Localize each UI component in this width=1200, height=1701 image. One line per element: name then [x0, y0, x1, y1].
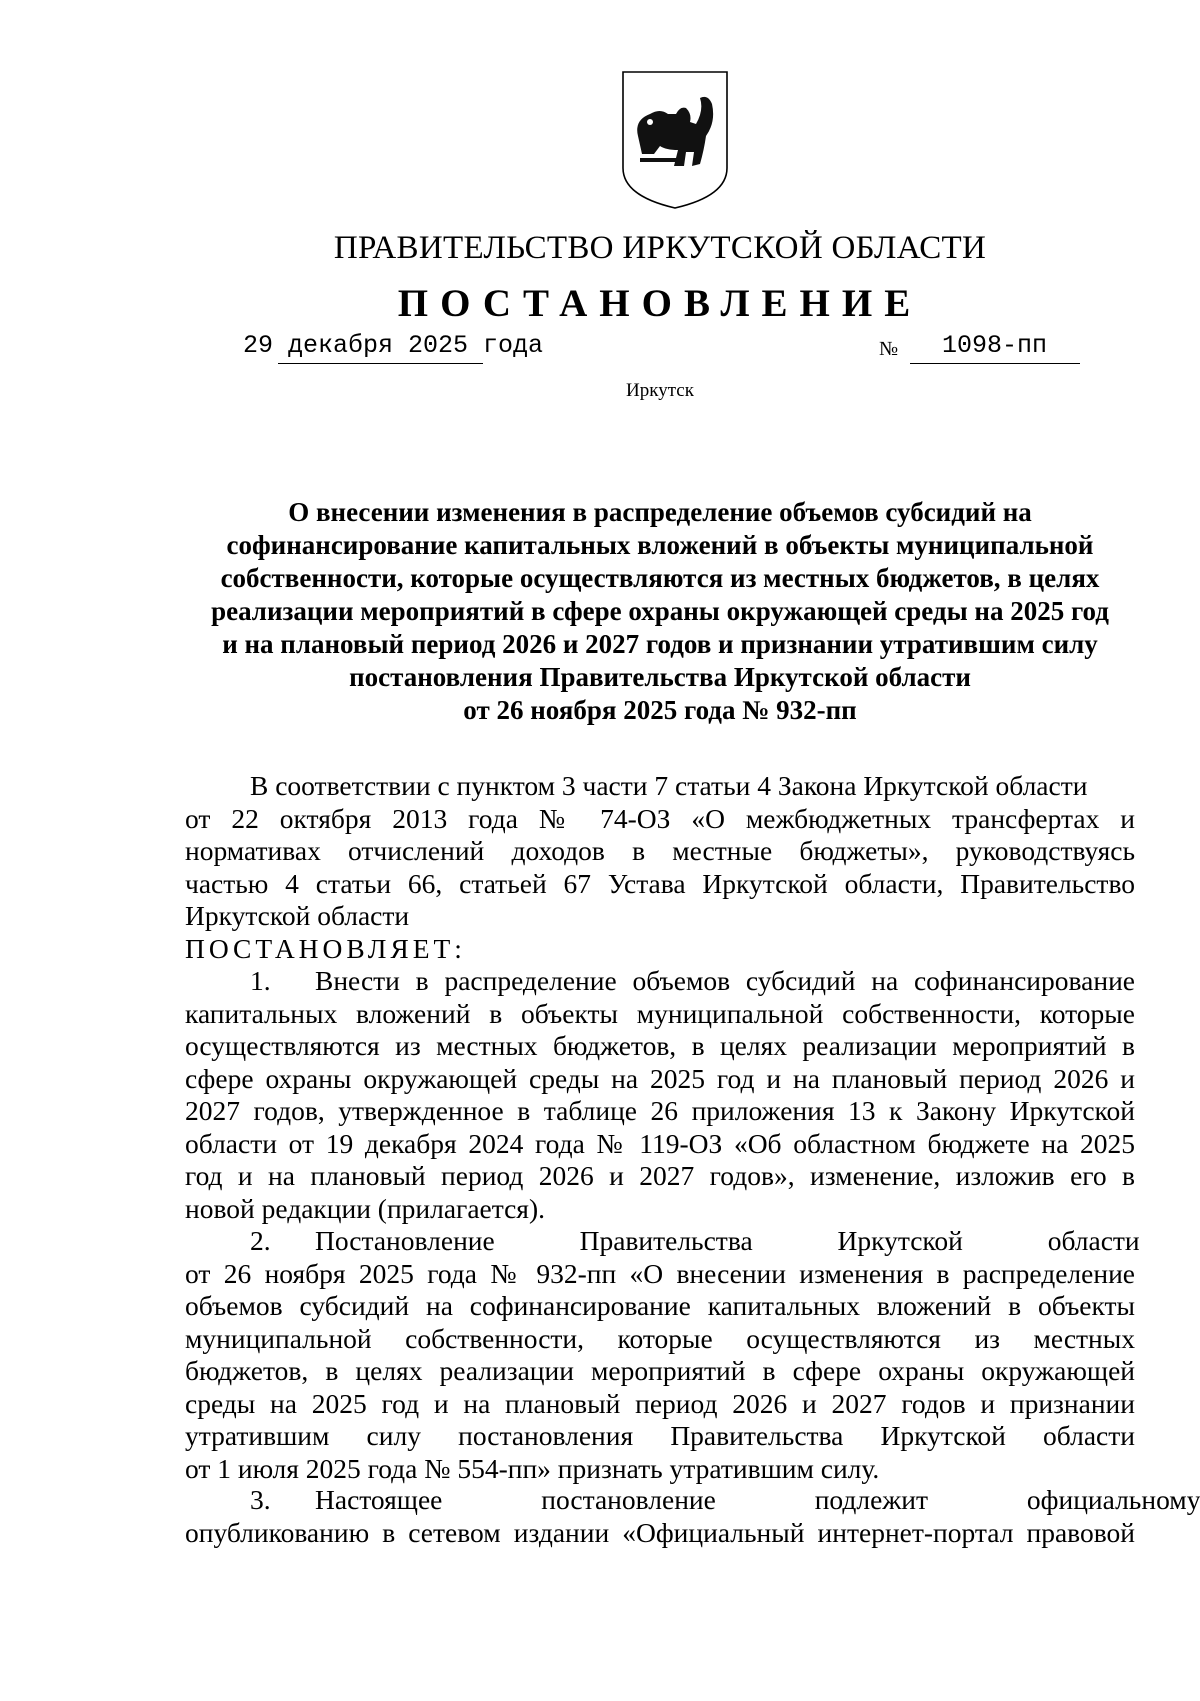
item-line: утратившим силу постановления Правительства Иркутской области: [185, 1420, 1135, 1451]
coat-of-arms-emblem: [620, 70, 730, 210]
item-line: новой редакции (прилагается).: [185, 1192, 545, 1224]
item-2: [185, 1225, 1140, 1485]
preamble-line: В соответствии с пунктом 3 части 7 статьи 4 Закона Иркутской области: [250, 770, 1088, 801]
item-first-line: [185, 1225, 1140, 1258]
organization-name: ПРАВИТЕЛЬСТВО ИРКУТСКОЙ ОБЛАСТИ: [333, 230, 987, 266]
title-line: от 26 ноября 2025 года № 932-пп: [463, 695, 857, 725]
title-line: софинансирование капитальных вложений в объекты муниципальной: [226, 530, 1094, 560]
item-1: [185, 965, 1135, 1225]
item-line: муниципальной собственности, которые осуществляются из местных: [185, 1322, 1135, 1354]
title-line: и на плановый период 2026 и 2027 годов и признании утратившим силу: [222, 629, 1098, 659]
preamble-line: от 22 октября 2013 года № 74-ОЗ «О межбюджетных трансфертах и: [185, 802, 1135, 834]
number-sign: №: [879, 338, 899, 360]
document-number: 1098-пп: [942, 331, 1048, 360]
item-line: год и на плановый период 2026 и 2027 годов», изменение, изложив его в: [185, 1160, 1135, 1191]
item-number: 3.: [250, 1484, 271, 1515]
item-first-line: [185, 1484, 1200, 1517]
preamble-line: частью 4 статьи 66, статьей 67 Устава Иркутской области, Правительство: [185, 867, 1135, 899]
item-line: среды на 2025 год и на плановый период 2026 и 2027 годов и признании: [185, 1387, 1135, 1419]
document-date: 29 декабря 2025 года: [243, 331, 544, 360]
city-name: Иркутск: [626, 380, 694, 401]
item-line: объемов субсидий на софинансирование капитальных вложений в объекты: [185, 1290, 1135, 1321]
preamble-line: Иркутской области: [185, 900, 410, 931]
preamble-line: нормативах отчислений доходов в местные бюджеты», руководствуясь: [185, 835, 1135, 866]
document-title: [185, 496, 1135, 727]
item-first-line: [185, 965, 1135, 998]
title-line: собственности, которые осуществляются из местных бюджетов, в целях: [220, 563, 1100, 593]
number-underline: [910, 363, 1080, 364]
item-number: 1.: [250, 965, 271, 996]
item-line: Настоящее постановление подлежит официальному: [315, 1484, 1200, 1515]
item-line: бюджетов, в целях реализации мероприятий в сфере охраны окружающей: [185, 1355, 1135, 1386]
decree-word: ПОСТАНОВЛЯЕТ:: [185, 932, 466, 964]
item-line: сфере охраны окружающей среды на 2025 год и на плановый период 2026 и: [185, 1062, 1135, 1094]
document-type-heading: ПОСТАНОВЛЕНИЕ: [397, 282, 923, 325]
item-line: Постановление Правительства Иркутской области: [315, 1225, 1140, 1256]
item-line: осуществляются из местных бюджетов, в целях реализации мероприятий в: [185, 1030, 1135, 1061]
item-line: от 1 июля 2025 года № 554-пп» признать утратившим силу.: [185, 1452, 880, 1484]
title-line: постановления Правительства Иркутской области: [349, 662, 971, 692]
item-line: капитальных вложений в объекты муниципальной собственности, которые: [185, 997, 1135, 1029]
item-line: Внести в распределение объемов субсидий на софинансирование: [315, 965, 1135, 996]
item-number: 2.: [250, 1225, 271, 1256]
item-line: 2027 годов, утвержденное в таблице 26 приложения 13 к Закону Иркутской: [185, 1095, 1135, 1126]
date-underline: [278, 363, 483, 364]
title-line: О внесении изменения в распределение объемов субсидий на: [288, 497, 1032, 527]
item-line: области от 19 декабря 2024 года № 119-ОЗ «Об областном бюджете на 2025: [185, 1127, 1135, 1159]
item-line: опубликованию в сетевом издании «Официальный интернет-портал правовой: [185, 1516, 1135, 1548]
item-3: [185, 1484, 1200, 1549]
title-line: реализации мероприятий в сфере охраны окружающей среды на 2025 год: [211, 596, 1109, 626]
item-line: от 26 ноября 2025 года № 932-пп «О внесении изменения в распределение: [185, 1257, 1135, 1289]
preamble: [185, 770, 1135, 965]
